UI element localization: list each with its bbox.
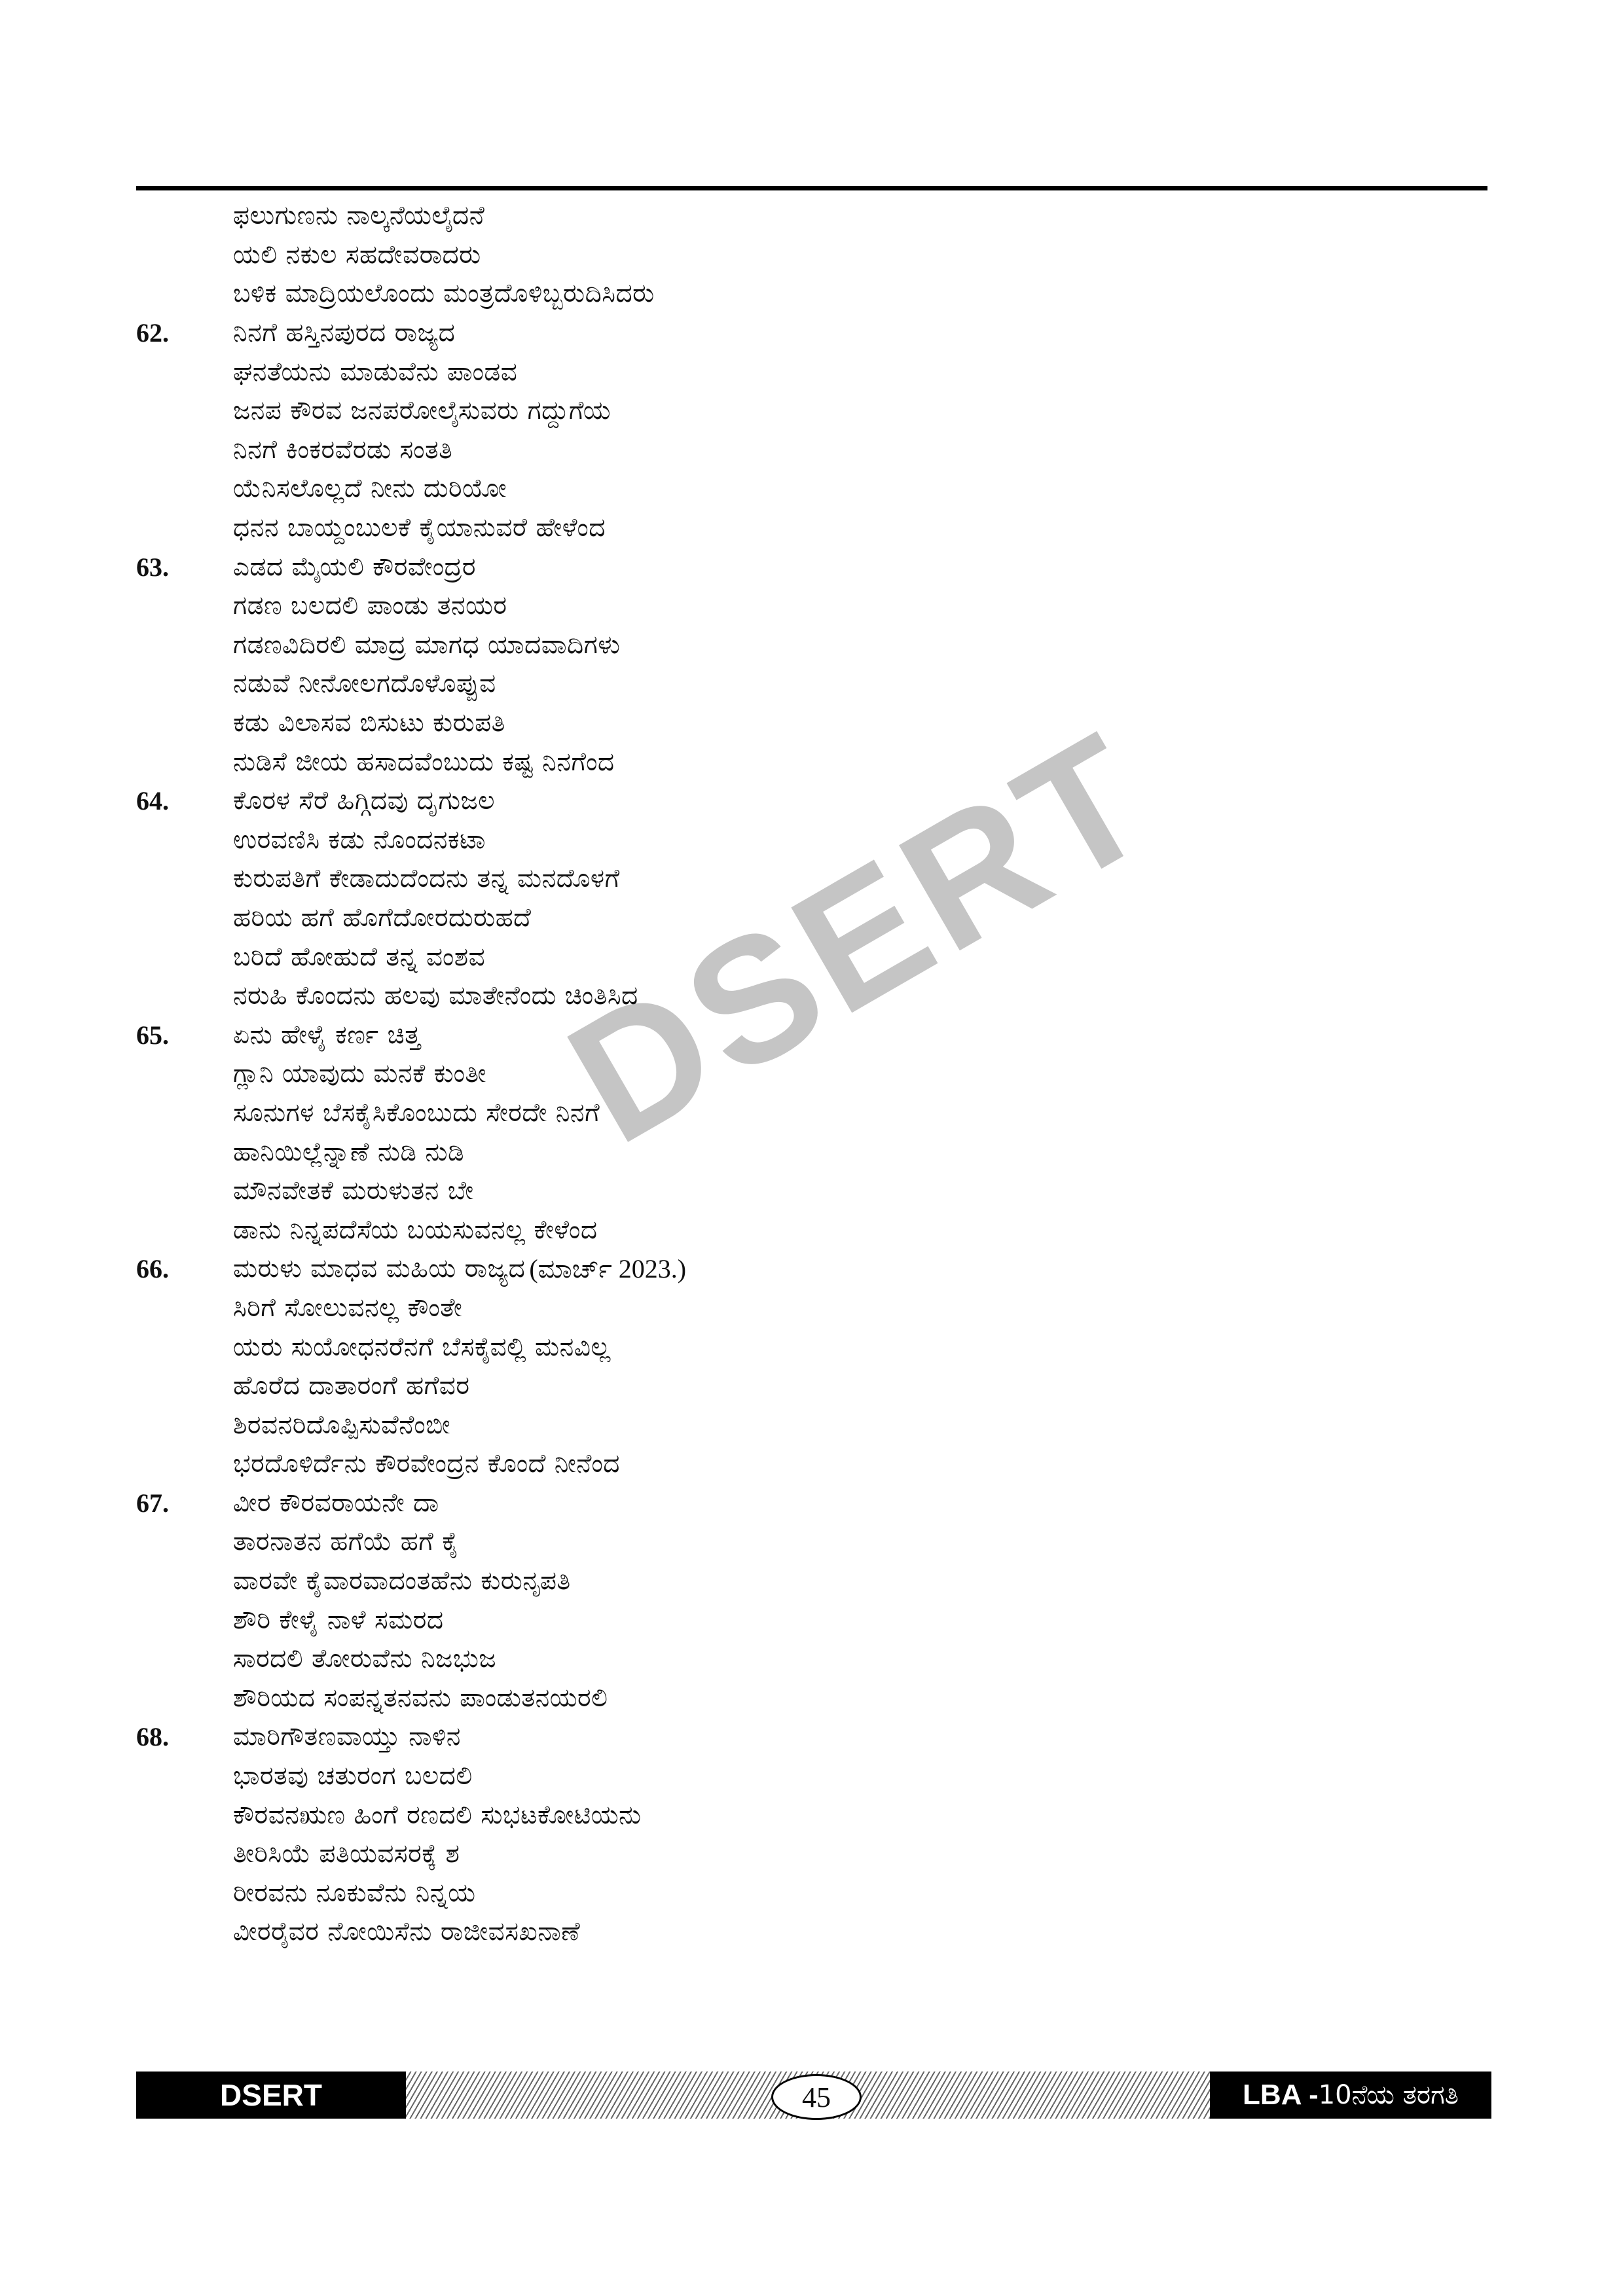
verse-line [136,1562,1487,1601]
verse-line [136,1367,1487,1406]
verse-number: 63. [136,552,169,582]
verse-line-text: ಕೌರವನಋಣ ಹಿಂಗೆ ರಣದಲಿ ಸುಭಟಕೋಟಿಯನು [233,1800,642,1830]
page-number: 45 [771,2074,862,2120]
verse-line-text: ಎಡದ ಮೈಯಲಿ ಕೌರವೇಂದ್ರರ [233,552,477,582]
verse-line [136,1249,1487,1289]
verse-line [136,626,1487,665]
verse-line [136,509,1487,548]
verse-line-text: ಯಲಿ ನಕುಲ ಸಹದೇವರಾದರು [233,240,481,270]
verse-line-text: ಶೌರಿಯದ ಸಂಪನ್ನತನವನು ಪಾಂಡುತನಯರಲಿ [233,1683,608,1713]
verse-line-text: ನುಡಿಸೆ ಜೀಯ ಹಸಾದವೆಂಬುದು ಕಷ್ಟ ನಿನಗೆಂದ [233,747,615,777]
top-rule [136,186,1487,190]
verse-line-text: ಕಡು ವಿಲಾಸವ ಬಿಸುಟು ಕುರುಪತಿ [233,708,505,738]
verse-line-text: ವೀರ ಕೌರವರಾಯನೇ ದಾ [233,1488,439,1518]
verse-line [136,1132,1487,1172]
verse-line [136,1484,1487,1523]
verse-line-text: ಸಾರದಲಿ ತೋರುವೆನು ನಿಜಭುಜ [233,1644,497,1674]
verse-line [136,1444,1487,1484]
verse-line-text: ಗಡಣವಿದಿರಲಿ ಮಾದ್ರ ಮಾಗಧ ಯಾದವಾದಿಗಳು [233,630,621,660]
verse-line [136,1094,1487,1133]
verse-line-text: ಹಾನಿಯಿಲ್ಲೆನ್ನಾಣೆ ನುಡಿ ನುಡಿ [233,1137,465,1167]
verse-line [136,704,1487,743]
verse-line-text: ಮಾರಿಗೌತಣವಾಯ್ತು ನಾಳಿನ [233,1722,461,1752]
verse-line [136,1640,1487,1679]
footer-publisher-label: DSERT [136,2072,406,2119]
verse-line-text: ಘನತೆಯನು ಮಾಡುವೆನು ಪಾಂಡವ [233,357,518,387]
verse-line [136,1912,1487,1952]
verse-line [136,664,1487,704]
verse-line [136,274,1487,314]
verse-number: 66. [136,1254,169,1284]
verse-line [136,1600,1487,1640]
verse-line [136,1874,1487,1913]
verse-line [136,1405,1487,1444]
verse-line-text: ಬಳಿಕ ಮಾದ್ರಿಯಲೊಂದು ಮಂತ್ರದೊಳಿಬ್ಬರುದಿಸಿದರು [233,279,655,309]
verse-line [136,352,1487,391]
verse-line-text: ಯೆನಿಸಲೊಲ್ಲದೆ ನೀನು ದುರಿಯೋ [233,474,507,504]
verse-line [136,1522,1487,1562]
verse-66 [136,1249,1487,1484]
verse-line-text: ನಡುವೆ ನೀನೋಲಗದೊಳೊಪ್ಪುವ [233,669,496,699]
verse-line-text: ಧನನ ಬಾಯ್ದಂಬುಲಕೆ ಕೈಯಾನುವರೆ ಹೇಳೆಂದ [233,513,606,543]
verse-line-text: ಭರದೊಳಿರ್ದೆನು ಕೌರವೇಂದ್ರನ ಕೊಂದೆ ನೀನೆಂದ [233,1449,620,1479]
verse-63 [136,547,1487,781]
footer-lba-label: LBA - [1243,2079,1319,2111]
verse-line [136,1679,1487,1718]
verse-line-text: ನರುಹಿ ಕೊಂದನು ಹಲವು ಮಾತೇನೆಂದು ಚಿಂತಿಸಿದ [233,981,638,1011]
verse-line [136,586,1487,626]
verse-67 [136,1484,1487,1718]
verse-line-text: ಶೌರಿ ಕೇಳೈ ನಾಳೆ ಸಮರದ [233,1605,444,1635]
footer-class-label [1210,2072,1491,2119]
verse-line [136,1795,1487,1835]
verse-line-text: ರೀರವನು ನೂಕುವೆನು ನಿನ್ನಯ [233,1878,476,1908]
verse-line [136,1835,1487,1874]
verse-line-text: ಕೊರಳ ಸೆರೆ ಹಿಗ್ಗಿದವು ದೃಗುಜಲ [233,786,496,816]
verse-line-text: ಸೂನುಗಳ ಬೆಸಕೈಸಿಕೊಂಬುದು ಸೇರದೇ ನಿನಗೆ [233,1098,600,1128]
verse-line [136,1717,1487,1757]
verse-line-text: ತಾರನಾತನ ಹಗೆಯೆ ಹಗೆ ಕೈ [233,1527,460,1557]
verse-line-text: ಜನಪ ಕೌರವ ಜನಪರೋಲೈಸುವರು ಗದ್ದುಗೆಯ [233,396,611,426]
verse-line-text: ಏನು ಹೇಳೈ ಕರ್ಣ ಚಿತ್ತ [233,1020,421,1050]
verse-line [136,1327,1487,1367]
dsert-watermark: DSERT [538,694,1184,1181]
verse-line-text: ನಿನಗೆ ಕಿಂಕರವೆರಡು ಸಂತತಿ [233,435,453,465]
exam-year-note: (ಮಾರ್ಚ್ 2023.) [529,1254,687,1284]
verse-line [136,781,1487,821]
verse-line-text: ಮೌನವೇತಕೆ ಮರುಳುತನ ಬೇ [233,1176,474,1206]
verse-line [136,1172,1487,1211]
verse-line-text: ಹರಿಯ ಹಗೆ ಹೊಗೆದೋರದುರುಹದೆ [233,903,532,933]
verse-line [136,469,1487,509]
verse-line [136,547,1487,586]
verse-line-text: ಹೊರೆದ ದಾತಾರಂಗೆ ಹಗೆವರ [233,1371,470,1401]
verse-line-text: ನಿನಗೆ ಹಸ್ತಿನಪುರದ ರಾಜ್ಯದ [233,318,456,348]
verse-number: 65. [136,1020,169,1050]
page-footer [136,2072,1491,2119]
verse-line-text: ಫಲುಗುಣನು ನಾಲ್ಕನೆಯಲೈದನೆ [233,201,485,231]
verse-line [136,742,1487,781]
verse-line-text: ಮರುಳು ಮಾಧವ ಮಹಿಯ ರಾಜ್ಯದ [233,1254,526,1284]
verse-number: 68. [136,1722,169,1752]
verse-line-text: ವೀರರೈವರ ನೋಯಿಸೆನು ರಾಜೀವಸಖನಾಣೆ [233,1917,581,1947]
verse-line [136,236,1487,275]
verse-line-text: ಗ್ಲಾನಿ ಯಾವುದು ಮನಕೆ ಕುಂತೀ [233,1059,486,1089]
verse-line-text: ಬರಿದೆ ಹೋಹುದೆ ತನ್ನ ವಂಶವ [233,942,486,972]
verse-number: 67. [136,1488,169,1518]
verse-line-text: ವಾರವೇ ಕೈವಾರವಾದಂತಹೆನು ಕುರುನೃಪತಿ [233,1566,571,1596]
verse-line-text: ಯರು ಸುಯೋಧನರೆನಗೆ ಬೆಸಕೈವಲ್ಲಿ ಮನವಿಲ್ಲ [233,1332,611,1362]
verse-line-text: ಗಡಣ ಬಲದಲಿ ಪಾಂಡು ತನಯರ [233,591,507,621]
verse-line [136,1757,1487,1796]
verse-line-text: ತೀರಿಸಿಯೆ ಪತಿಯವಸರಕ್ಕೆ ಶ [233,1839,460,1869]
verse-line-text: ಶಿರವನರಿದೊಪ್ಪಿಸುವೆನೆಂಬೀ [233,1410,451,1440]
verse-line [136,314,1487,353]
verse-68 [136,1717,1487,1952]
verse-line-text: ಡಾನು ನಿನ್ನಪದೆಸೆಯ ಬಯಸುವನಲ್ಲ ಕೇಳೆಂದ [233,1215,598,1245]
verse-number: 62. [136,318,169,348]
verse-line [136,196,1487,236]
verse-line [136,431,1487,470]
footer-grade-label: 10ನೆಯ ತರಗತಿ [1318,2080,1459,2110]
verse-number: 64. [136,786,169,816]
verse-line [136,1210,1487,1249]
verse-line-text: ಉರವಣಿಸಿ ಕಡು ನೊಂದನಕಟಾ [233,825,486,855]
verse-line-text: ಭಾರತವು ಚತುರಂಗ ಬಲದಲಿ [233,1761,473,1791]
verse-line-text: ಕುರುಪತಿಗೆ ಕೇಡಾದುದೆಂದನು ತನ್ನ ಮನದೊಳಗೆ [233,864,620,894]
verse-line [136,1289,1487,1328]
verse-continued [136,196,1487,314]
verse-line [136,391,1487,431]
verse-62 [136,314,1487,548]
verse-line-text: ಸಿರಿಗೆ ಸೋಲುವನಲ್ಲ ಕೌಂತೇ [233,1293,463,1323]
